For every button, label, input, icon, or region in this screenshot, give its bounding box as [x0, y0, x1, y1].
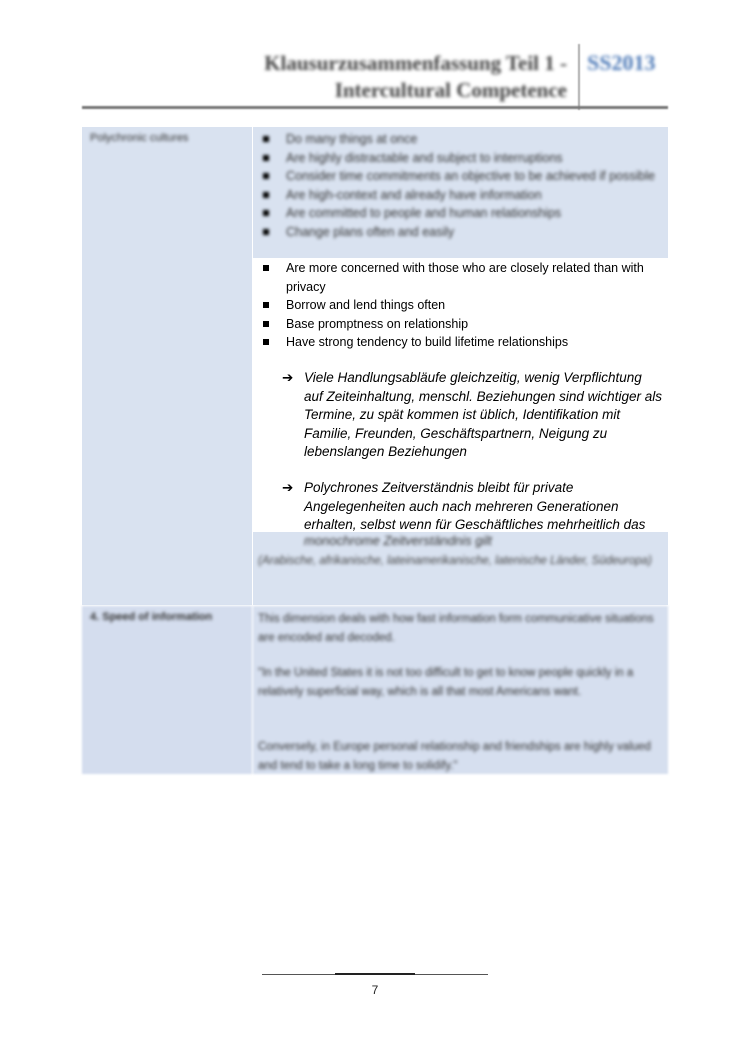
- list-item: Consider time commitments an objective to be achieved if possible: [258, 167, 663, 186]
- arrow-right-icon: ➔: [282, 480, 294, 495]
- list-item: Have strong tendency to build lifetime relationships: [258, 333, 663, 352]
- speed-paragraph-us-quote: "In the United States it is not too difficult to get to know people quickly in a relatively superficial way, which is all that most Americans want.: [258, 667, 634, 698]
- bullet-square-icon: [263, 302, 269, 308]
- list-item: Are more concerned with those who are closely related than with privacy: [258, 259, 663, 296]
- list-item: Are highly distractable and subject to interruptions: [258, 149, 663, 168]
- speed-paragraph-europe-quote: Conversely, in Europe personal relationship and friendships are highly valued and tend to take a long time to solidify.": [258, 741, 651, 772]
- list-item: Are high-context and already have information: [258, 186, 663, 205]
- bullet-square-icon: [263, 339, 269, 345]
- list-item: Borrow and lend things often: [258, 296, 663, 315]
- bullet-square-icon: [263, 265, 269, 271]
- arrow-right-icon: ➔: [282, 370, 294, 385]
- speed-paragraph-definition: This dimension deals with how fast information form communicative situations are encoded and decoded.: [258, 613, 654, 644]
- table-cell-label-polychronic: [82, 127, 252, 605]
- document-title-line1: Klausurzusammenfassung Teil 1 -: [264, 51, 567, 75]
- table-cell-label-speed: [82, 606, 252, 774]
- document-title: [207, 50, 567, 104]
- note-faded-end: monochrome Zeitverständnis gilt: [304, 533, 492, 548]
- row-label-polychronic: Polychronic cultures: [90, 132, 189, 144]
- page-number: 7: [371, 983, 379, 997]
- arrow-note-summary: ➔ Viele Handlungsabläufe gleichzeitig, wenig Verpflichtung auf Zeiteinhaltung, menschl. Beziehungen sind wichtiger als Termine, zu spät kommen ist üblich, Identifikation mit Familie, Freunden, Geschäftspartnern, Neigung zu lebenslangen Beziehungen: [282, 370, 662, 459]
- list-item: Base promptness on relationship: [258, 315, 663, 334]
- row-label-speed: 4. Speed of information: [90, 611, 213, 623]
- countries-list: (Arabische, afrikanische, lateinamerikanische, latenische Länder, Südeuropa): [258, 555, 652, 567]
- header-rule: [82, 106, 668, 109]
- list-item: Are committed to people and human relationships: [258, 204, 663, 223]
- list-item: Do many things at once: [258, 130, 663, 149]
- blurred-bullet-list: [258, 130, 663, 241]
- document-title-line2: Intercultural Competence: [334, 78, 567, 102]
- arrow-note-private: ➔ Polychrones Zeitverständnis bleibt für private Angelegenheiten auch nach mehreren Generationen erhalten, selbst wenn für Geschäftliches mehrheitlich das: [282, 480, 646, 532]
- bullet-square-icon: [263, 321, 269, 327]
- list-item: Change plans often and easily: [258, 223, 663, 242]
- semester-label: SS2013: [587, 50, 656, 75]
- footer-rule-accent: [335, 973, 415, 975]
- bullet-list: [258, 259, 663, 352]
- header-divider: [578, 44, 580, 110]
